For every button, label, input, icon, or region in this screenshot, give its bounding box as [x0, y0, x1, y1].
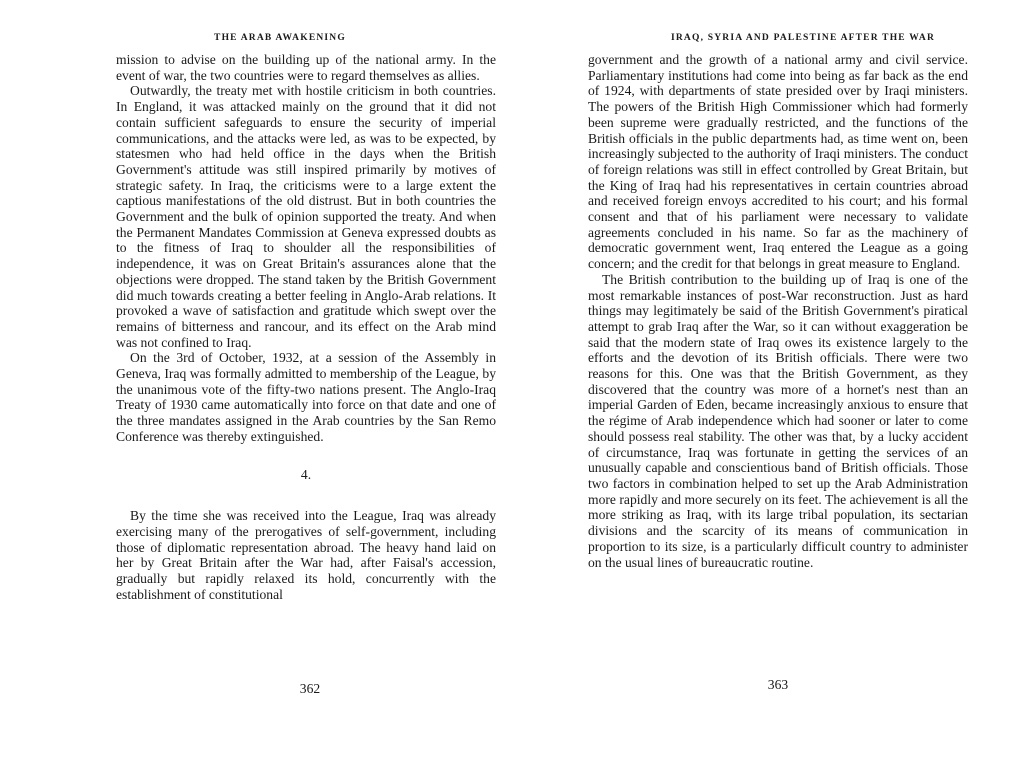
paragraph: Outwardly, the treaty met with hostile criticism in both countries. In England, it was attacked mainly on the ground that it did not contain sufficient safeguards to ensure the security of imperial communications, and the attacks were led, as was to be expected, by statesmen who had held office in the days when the British Government's attitude was still inspired primarily by motives of strategic safety. In Iraq, the criticisms were to a large extent the captious manifestations of the old distrust. But in both countries the Government and the bulk of opinion supported the treaty. And when the Permanent Mandates Commission at Geneva expressed doubts as to the fitness of Iraq to shoulder all the responsibilities of independence, it was on Great Britain's assurances alone that the objections were dropped. The stand taken by the British Government did much towards creating a better feeling in Anglo-Arab relations. It provoked a wave of satisfaction and gratitude which swept over the remains of bitterness and rancour, and its effect on the Arab mind was not confined to Iraq.: [116, 83, 496, 350]
left-page-body: [116, 52, 496, 603]
paragraph: The British contribution to the building up of Iraq is one of the most remarkable instances of post-War reconstruction. Just as hard things may legitimately be said of the British Government's piratical attempt to grab Iraq after the War, so it can without exaggeration be said that the modern state of Iraq owes its existence largely to the efforts and the devotion of its British officials. There were two reasons for this. One was that the British Government, as they discovered that the country was more of a hornet's nest than an imperial Garden of Eden, became increasingly anxious to ensure that the régime of Arab independence which had sooner or later to come should possess real stability. The other was that, by a lucky accident of circumstance, Iraq was fortunate in getting the services of an unusually capable and conscientious band of British officials. Those two factors in combination helped to set up the Arab Administration more rapidly and more securely on its feet. The achievement is all the more striking as Iraq, with its large tribal population, its sectarian divisions and the scarcity of its means of communication in proportion to its size, is a particularly difficult country to administer on the usual lines of bureaucratic routine.: [588, 271, 968, 570]
right-page-body: [588, 52, 968, 570]
section-number: 4.: [300, 466, 312, 482]
paragraph: On the 3rd of October, 1932, at a session of the Assembly in Geneva, Iraq was formally admitted to membership of the League, by the unanimous vote of the fifty-two nations present. The Anglo-Iraq Treaty of 1930 came automatically into force on that date and one of the three mandates assigned in the Arab countries by the San Remo Conference was thereby extinguished.: [116, 350, 496, 444]
running-head-left: THE ARAB AWAKENING: [214, 33, 346, 43]
paragraph: government and the growth of a national army and civil service. Parliamentary institutions had come into being as far back as the end of 1924, with departments of state presided over by Iraqi ministers. The powers of the British High Commissioner which had formerly been supreme were gradually restricted, and the functions of the British officials in the public departments had, as time went on, been increasingly subjected to the authority of Iraqi ministers. The conduct of foreign relations was still in effect controlled by Great Britain, but the King of Iraq had his representatives in certain countries abroad and received foreign envoys accredited to his court; and his formal consent and that of his parliament were necessary to validate agreements concluded in his name. So far as the machinery of democratic government went, Iraq entered the League as a going concern; and the credit for that belongs in great measure to England.: [588, 52, 968, 272]
page-number-right: 363: [767, 677, 789, 692]
paragraph: mission to advise on the building up of the national army. In the event of war, the two countries were to regard themselves as allies.: [116, 52, 496, 83]
paragraph: By the time she was received into the League, Iraq was already exercising many of the prerogatives of self-government, including those of diplomatic representation abroad. The heavy hand laid on her by Great Britain after the War had, after Faisal's accession, gradually but rapidly relaxed its hold, concurrently with the establishment of constitutional: [116, 508, 496, 602]
page-number-left: 362: [299, 681, 321, 696]
running-head-right: IRAQ, SYRIA AND PALESTINE AFTER THE WAR: [670, 33, 936, 43]
